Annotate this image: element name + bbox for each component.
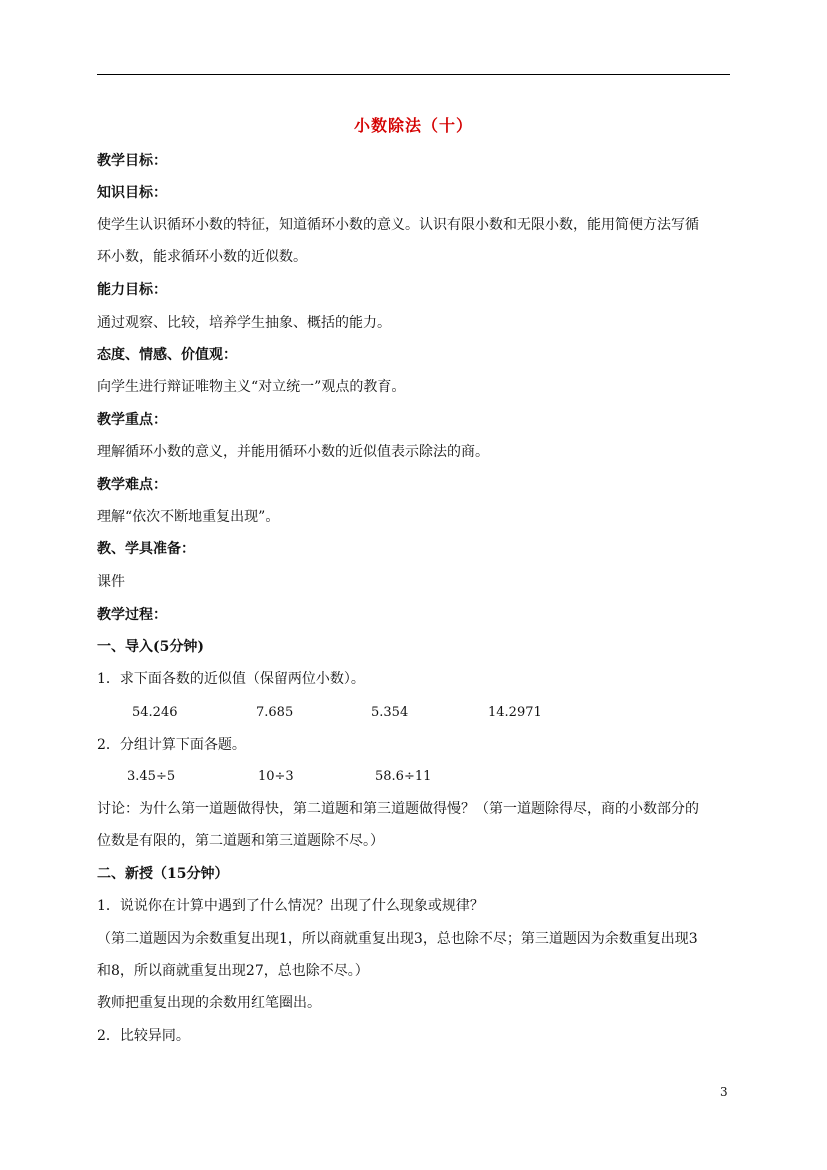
key-heading: 教学重点： <box>97 412 167 428</box>
discussion-text-2: 位数是有限的，第二道题和第三道题除不尽。） <box>97 833 384 849</box>
knowledge-heading: 知识目标： <box>97 185 167 201</box>
knowledge-text-2: 环小数，能求循环小数的近似数。 <box>97 249 307 265</box>
attitude-heading: 态度、情感、价值观： <box>97 347 237 363</box>
division-problem: 10÷3 <box>258 769 294 784</box>
new-answer-text-1: （第二道题因为余数重复出现1，所以商就重复出现3，总也除不尽；第三道题因为余数重复出现3 <box>97 931 698 947</box>
intro-heading: 一、导入(5分钟) <box>97 639 204 655</box>
approx-value: 7.685 <box>256 705 294 720</box>
new-question-2: 2．比较异同。 <box>97 1028 190 1044</box>
division-problem: 3.45÷5 <box>127 769 176 784</box>
attitude-text: 向学生进行辩证唯物主义“对立统一”观点的教育。 <box>97 379 406 395</box>
intro-question-1: 1．求下面各数的近似值（保留两位小数）。 <box>97 671 365 687</box>
page-title: 小数除法（十） <box>353 116 473 135</box>
header-rule <box>97 74 730 75</box>
knowledge-text-1: 使学生认识循环小数的特征，知道循环小数的意义。认识有限小数和无限小数，能用简便方法写循 <box>97 217 699 233</box>
difficulty-heading: 教学难点： <box>97 477 167 493</box>
tools-heading: 教、学具准备： <box>97 541 195 557</box>
new-answer-text-2: 和8，所以商就重复出现27，总也除不尽。） <box>97 963 369 979</box>
process-heading: 教学过程： <box>97 607 167 623</box>
approx-value: 5.354 <box>371 705 409 720</box>
intro-question-2: 2．分组计算下面各题。 <box>97 737 246 753</box>
page-number: 3 <box>720 1085 728 1099</box>
ability-heading: 能力目标： <box>97 282 167 298</box>
teacher-note: 教师把重复出现的余数用红笔圈出。 <box>97 995 321 1011</box>
difficulty-text: 理解“依次不断地重复出现”。 <box>97 509 280 525</box>
goals-heading: 教学目标： <box>97 153 167 169</box>
tools-text: 课件 <box>97 574 125 590</box>
approx-value: 54.246 <box>132 705 178 720</box>
new-question-1: 1．说说你在计算中遇到了什么情况？出现了什么现象或规律？ <box>97 898 484 914</box>
discussion-text-1: 讨论：为什么第一道题做得快，第二道题和第三道题做得慢？（第一道题除得尽，商的小数部分的 <box>97 801 699 817</box>
key-text: 理解循环小数的意义，并能用循环小数的近似值表示除法的商。 <box>97 444 489 460</box>
approx-value: 14.2971 <box>488 705 542 720</box>
ability-text: 通过观察、比较，培养学生抽象、概括的能力。 <box>97 315 391 331</box>
division-problem: 58.6÷11 <box>375 769 432 784</box>
new-lesson-heading: 二、新授（15分钟） <box>97 866 229 882</box>
